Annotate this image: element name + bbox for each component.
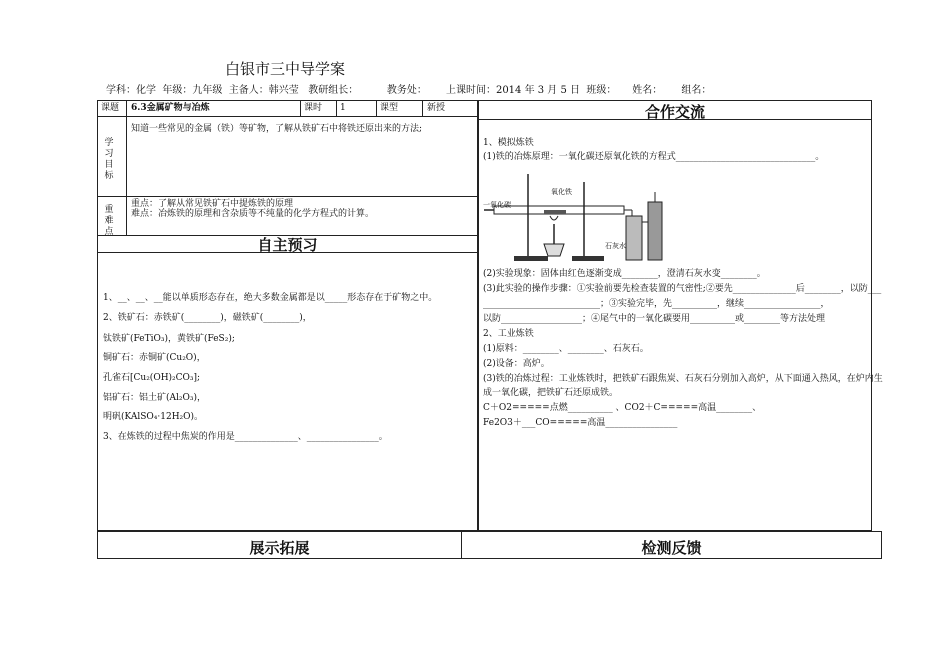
coop-equation-1: C＋O2=====点燃__________ 、CO2＋C=====高温________、	[483, 403, 762, 413]
coop-process-a: (3)铁的冶炼过程：工业炼铁时，把铁矿石跟焦炭、石灰石分别加入高炉，从下面通入热风，在炉内生	[483, 374, 883, 384]
self-study-line4: 铜矿石：赤铜矿(Cu₂O)，	[103, 353, 206, 363]
diagram-label-limewater: 石灰水	[605, 242, 626, 250]
type-label: 课型	[380, 103, 399, 113]
group-field: 组名：	[681, 85, 712, 96]
subject-field: 学科：化学	[106, 85, 156, 96]
diagram-label-fe2o3: 氧化铁	[551, 188, 572, 196]
hours-value: 1	[340, 103, 346, 113]
academic-office-field: 教务处：	[386, 85, 427, 96]
self-study-line7: 明矾(KAlSO₄·12H₂O)。	[103, 412, 204, 422]
coop-process-b: 成一氧化碳，把铁矿石还原成铁。	[483, 388, 619, 398]
self-study-heading: 自主预习	[257, 236, 318, 254]
goals-text: 知道一些常见的金属（铁）等矿物，了解从铁矿石中将铁还原出来的方法;	[131, 124, 423, 134]
hours-label: 课时	[304, 103, 323, 113]
self-study-line6: 铝矿石：铝土矿(Al₂O₃)，	[103, 393, 206, 403]
coop-section1: 1、模拟炼铁	[483, 138, 534, 148]
grade-field: 年级：九年级	[162, 85, 223, 96]
display-extension-heading: 展示拓展	[249, 539, 310, 557]
self-study-q3: 3、在炼铁的过程中焦炭的作用是______________、________________。	[103, 432, 388, 442]
coop-section2: 2、工业炼铁	[483, 329, 534, 339]
self-study-q2: 2、铁矿石：赤铁矿(________)，磁铁矿(________)，	[103, 313, 312, 323]
coop-steps-c: 以防__________________；④尾气中的一氧化碳要用__________或________等方法处理	[483, 314, 826, 324]
coop-principle: (1)铁的冶炼原理：一氧化碳还原氧化铁的方程式_______________________________。	[483, 152, 825, 162]
check-feedback-heading: 检测反馈	[641, 539, 702, 557]
keypoints-label: 重难点	[104, 205, 114, 237]
topic-label: 课题	[101, 103, 120, 113]
self-study-q1: 1、__、__、__能以单质形态存在，绝大多数金属都是以_____形态存在于矿物之中。	[103, 293, 438, 303]
self-study-line3: 钛铁矿(FeTiO₃)，黄铁矿(FeS₂);	[103, 334, 235, 344]
class-field: 班级：	[586, 85, 617, 96]
iron-smelting-apparatus-diagram	[484, 172, 666, 264]
keypoints-line1: 重点：了解从常见铁矿石中提炼铁的原理	[131, 199, 294, 209]
topic-value: 6.3金属矿物与冶炼	[131, 103, 210, 113]
diagram-label-co: 一氧化碳	[483, 201, 511, 209]
name-field: 姓名：	[632, 85, 663, 96]
coop-raw-materials: (1)原料：________、________、石灰石。	[483, 344, 649, 354]
coop-equipment: (2)设备：高炉。	[483, 359, 550, 369]
class-time-field: 上课时间：2014 年 3 月 5 日	[445, 85, 581, 96]
coop-steps-b: __________________________；③实验完毕，先__________，继续_________________，	[483, 299, 830, 309]
coop-equation-2: Fe2O3＋___CO=====高温________________	[483, 418, 678, 428]
page-title: 白银市三中导学案	[224, 60, 345, 78]
lead-field: 主备人：韩兴莹	[228, 85, 299, 96]
self-study-line5: 孔雀石[Cu₂(OH)₂CO₃];	[103, 373, 201, 383]
header-meta	[106, 81, 711, 96]
coop-steps-a: (3)此实验的操作步骤：①实验前要先检查装置的气密性;②要先______________后________，以防___	[483, 284, 882, 294]
goals-label: 学习目标	[104, 138, 114, 181]
coop-phenomenon: (2)实验现象：固体由红色逐渐变成________，澄清石灰水变________。	[483, 269, 766, 279]
group-leader-field: 教研组长：	[308, 85, 359, 96]
cooperation-heading: 合作交流	[644, 103, 705, 121]
keypoints-line2: 难点：冶炼铁的原理和含杂质等不纯量的化学方程式的计算。	[131, 209, 375, 219]
type-value: 新授	[427, 103, 446, 113]
